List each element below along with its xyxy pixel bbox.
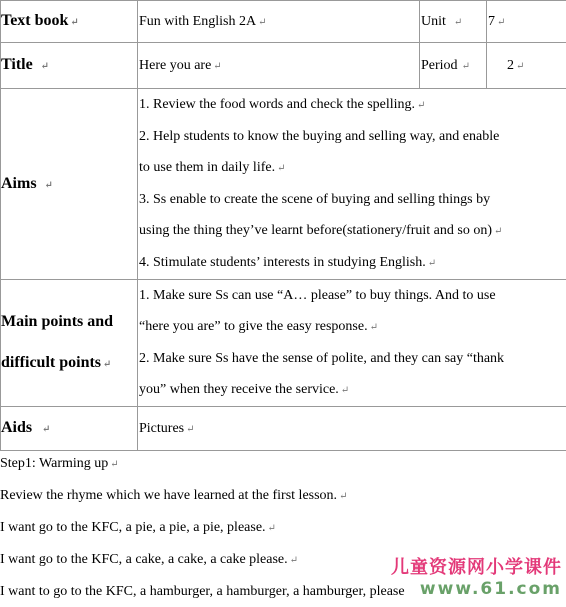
paragraph-mark-icon: ↵ [339, 491, 347, 502]
aims-line: 4. Stimulate students’ interests in studying English. ↵ [139, 247, 566, 279]
procedure-line: I want to go to the KFC, a hamburger, a hamburger, a hamburger, please [0, 576, 566, 607]
paragraph-mark-icon: ↵ [103, 359, 111, 370]
main-points-line: you” when they receive the service. ↵ [139, 374, 566, 406]
aims-line: 2. Help students to know the buying and selling way, and enable [139, 121, 566, 152]
paragraph-mark-icon: ↵ [516, 61, 524, 72]
textbook-value: Fun with English 2A [139, 14, 256, 29]
main-points-line: “here you are” to give the easy response. ↵ [139, 311, 566, 343]
paragraph-mark-icon: ↵ [45, 180, 53, 191]
paragraph-mark-icon: ↵ [186, 424, 194, 435]
table-row-textbook [1, 1, 566, 43]
aids-label-cell [1, 407, 138, 451]
main-points-line: 2. Make sure Ss have the sense of polite, and they can say “thank [139, 343, 566, 374]
title-label-cell [1, 43, 138, 89]
main-points-content-cell [138, 280, 566, 407]
procedure-line: Review the rhyme which we have learned at the first lesson. ↵ [0, 480, 566, 512]
main-points-label-line1: Main points and [1, 301, 137, 342]
table-row-aids [1, 407, 566, 451]
paragraph-mark-icon: ↵ [341, 385, 349, 396]
paragraph-mark-icon: ↵ [497, 17, 505, 28]
paragraph-mark-icon: ↵ [417, 100, 425, 111]
unit-value: 7 [488, 14, 495, 29]
paragraph-mark-icon: ↵ [277, 163, 285, 174]
textbook-label: Text book [1, 12, 68, 29]
table-row-title [1, 43, 566, 89]
paragraph-mark-icon: ↵ [41, 61, 49, 72]
title-label: Title [1, 56, 33, 73]
period-value: 2 [507, 58, 514, 73]
textbook-label-cell [1, 1, 138, 43]
aims-line: to use them in daily life. ↵ [139, 152, 566, 184]
aims-line: 3. Ss enable to create the scene of buying and selling things by [139, 184, 566, 215]
paragraph-mark-icon: ↵ [213, 61, 221, 72]
period-label-cell [420, 43, 487, 89]
period-label: Period [421, 58, 458, 73]
aims-label-cell [1, 89, 138, 280]
aims-label: Aims [1, 175, 37, 192]
unit-label: Unit [421, 14, 446, 29]
paragraph-mark-icon: ↵ [454, 17, 462, 28]
title-value-cell [138, 43, 420, 89]
procedure-line: Step1: Warming up ↵ [0, 448, 566, 480]
paragraph-mark-icon: ↵ [70, 17, 78, 28]
paragraph-mark-icon: ↵ [462, 61, 470, 72]
main-points-line: 1. Make sure Ss can use “A… please” to buy things. And to use [139, 280, 566, 311]
aims-line: using the thing they’ve learnt before(stationery/fruit and so on) ↵ [139, 215, 566, 247]
aids-value: Pictures [139, 421, 184, 436]
paragraph-mark-icon: ↵ [428, 258, 436, 269]
table-row-aims [1, 89, 566, 280]
paragraph-mark-icon: ↵ [494, 226, 502, 237]
unit-value-cell [487, 1, 566, 43]
period-value-cell [487, 43, 566, 89]
paragraph-mark-icon: ↵ [110, 459, 118, 470]
table-row-main-points [1, 280, 566, 407]
procedure-line: I want go to the KFC, a pie, a pie, a pie, please. ↵ [0, 512, 566, 544]
paragraph-mark-icon: ↵ [370, 322, 378, 333]
textbook-value-cell [138, 1, 420, 43]
paragraph-mark-icon: ↵ [268, 523, 276, 534]
aids-value-cell [138, 407, 566, 451]
main-points-label-cell [1, 280, 138, 407]
title-value: Here you are [139, 58, 211, 73]
procedure-section [0, 448, 566, 607]
aims-content-cell [138, 89, 566, 280]
unit-label-cell [420, 1, 487, 43]
watermark-chinese-text: 儿童资源网小学课件 [391, 553, 562, 579]
watermark-url: www.61.com [391, 579, 562, 599]
aims-line: 1. Review the food words and check the spelling. ↵ [139, 89, 566, 121]
paragraph-mark-icon: ↵ [258, 17, 266, 28]
paragraph-mark-icon: ↵ [290, 555, 298, 566]
paragraph-mark-icon: ↵ [42, 424, 50, 435]
main-points-label-line2: difficult points ↵ [1, 342, 137, 385]
aids-label: Aids [1, 419, 32, 436]
procedure-line: I want go to the KFC, a cake, a cake, a cake please. ↵ [0, 544, 566, 576]
